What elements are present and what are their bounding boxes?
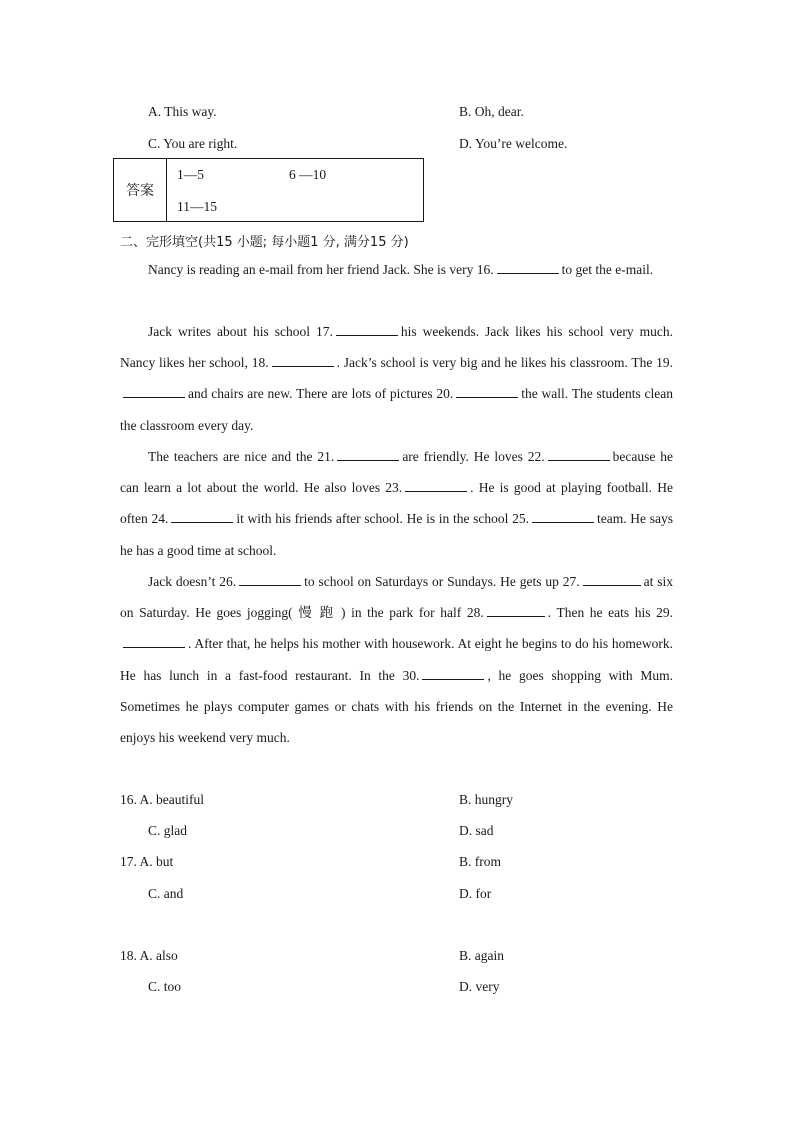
blank-18[interactable]: [272, 352, 334, 367]
passage-text: his weekends. Jack likes his school very much. Nancy likes her school, 18.: [120, 324, 673, 371]
q15-option-b: B. Oh, dear.: [459, 104, 524, 119]
q15-option-c: C. You are right.: [148, 136, 238, 151]
blank-21[interactable]: [337, 446, 399, 461]
blank-23[interactable]: [405, 477, 467, 492]
passage-text: . Jack’s school is very big and he likes his classroom. The 19.: [336, 355, 673, 371]
blank-17[interactable]: [336, 321, 398, 336]
passage-text: at six on Saturday. He goes jogging( 慢 跑 ) in the park for half 28.: [120, 574, 673, 621]
passage-paragraph-1: [120, 254, 673, 285]
passage-text: . After that, he helps his mother with housework. At eight he begins to do his homework. He has lunch in a fast-food restaurant. In the 30.: [120, 636, 673, 683]
q16-option-d[interactable]: D. sad: [459, 823, 494, 838]
passage-text: , he goes shopping with Mum. Sometimes he plays computer games or chats with his friends on the Internet in the evening. He enjoys his weekend very much.: [120, 667, 673, 746]
q16-option-a[interactable]: 16. A. beautiful: [120, 792, 204, 807]
blank-24[interactable]: [171, 508, 233, 523]
q17-option-b[interactable]: B. from: [459, 854, 501, 869]
blank-27[interactable]: [583, 571, 641, 586]
q18-option-b[interactable]: B. again: [459, 948, 504, 963]
q18-option-d[interactable]: D. very: [459, 979, 500, 994]
q15-option-d: D. You’re welcome.: [459, 136, 568, 151]
answer-range-6-10: 6 —10: [289, 167, 327, 182]
q15-option-a: A. This way.: [148, 104, 217, 119]
passage-text: because he can learn a lot about the world. He also loves 23.: [120, 449, 673, 496]
blank-22[interactable]: [548, 446, 610, 461]
q17-option-a[interactable]: 17. A. but: [120, 854, 174, 869]
blank-25[interactable]: [532, 508, 594, 523]
passage-text: Nancy is reading an e-mail from her friend Jack. She is very 16.: [148, 262, 494, 277]
answer-range-11-15: 11—15: [177, 199, 217, 214]
passage-text: the wall. The students clean the classroom every day.: [120, 386, 673, 433]
passage-text: and chairs are new. There are lots of pictures 20.: [188, 386, 454, 402]
q16-option-c[interactable]: C. glad: [148, 823, 187, 838]
passage-text: Jack doesn’t 26.: [148, 574, 237, 589]
blank-20[interactable]: [456, 383, 518, 398]
passage-text: The teachers are nice and the 21.: [148, 449, 335, 464]
q17-option-c[interactable]: C. and: [148, 886, 184, 901]
blank-28[interactable]: [487, 602, 545, 617]
q18-option-c[interactable]: C. too: [148, 979, 182, 994]
answer-box-label: 答案: [114, 159, 167, 222]
passage-text: team. He says he has a good time at school.: [120, 511, 674, 558]
section-2-heading: 二、完形填空(共15 小题; 每小题1 分, 满分15 分): [120, 235, 409, 250]
q17-option-d[interactable]: D. for: [459, 886, 492, 901]
passage-text: it with his friends after school. He is in the school 25.: [236, 511, 529, 527]
passage-paragraph-2: [120, 316, 673, 441]
blank-30[interactable]: [422, 665, 484, 680]
passage-paragraph-4: [120, 566, 673, 753]
answer-box: [113, 158, 424, 222]
passage-text: to get the e-mail.: [561, 262, 654, 277]
q18-option-a[interactable]: 18. A. also: [120, 948, 178, 963]
blank-16[interactable]: [497, 259, 559, 274]
passage-text: Jack writes about his school 17.: [148, 324, 333, 339]
passage-text: . He is good at playing football. He often 24.: [120, 480, 673, 527]
passage-text: are friendly. He loves 22.: [402, 449, 545, 464]
passage-text: . Then he eats his 29.: [547, 605, 673, 621]
passage-paragraph-3: [120, 441, 673, 566]
q16-option-b[interactable]: B. hungry: [459, 792, 513, 807]
blank-29[interactable]: [123, 633, 185, 648]
blank-26[interactable]: [239, 571, 301, 586]
answer-box-body: [167, 159, 424, 222]
passage-text: to school on Saturdays or Sundays. He gets up 27.: [304, 574, 580, 589]
blank-19[interactable]: [123, 383, 185, 398]
answer-range-1-5: 1—5: [177, 167, 204, 182]
